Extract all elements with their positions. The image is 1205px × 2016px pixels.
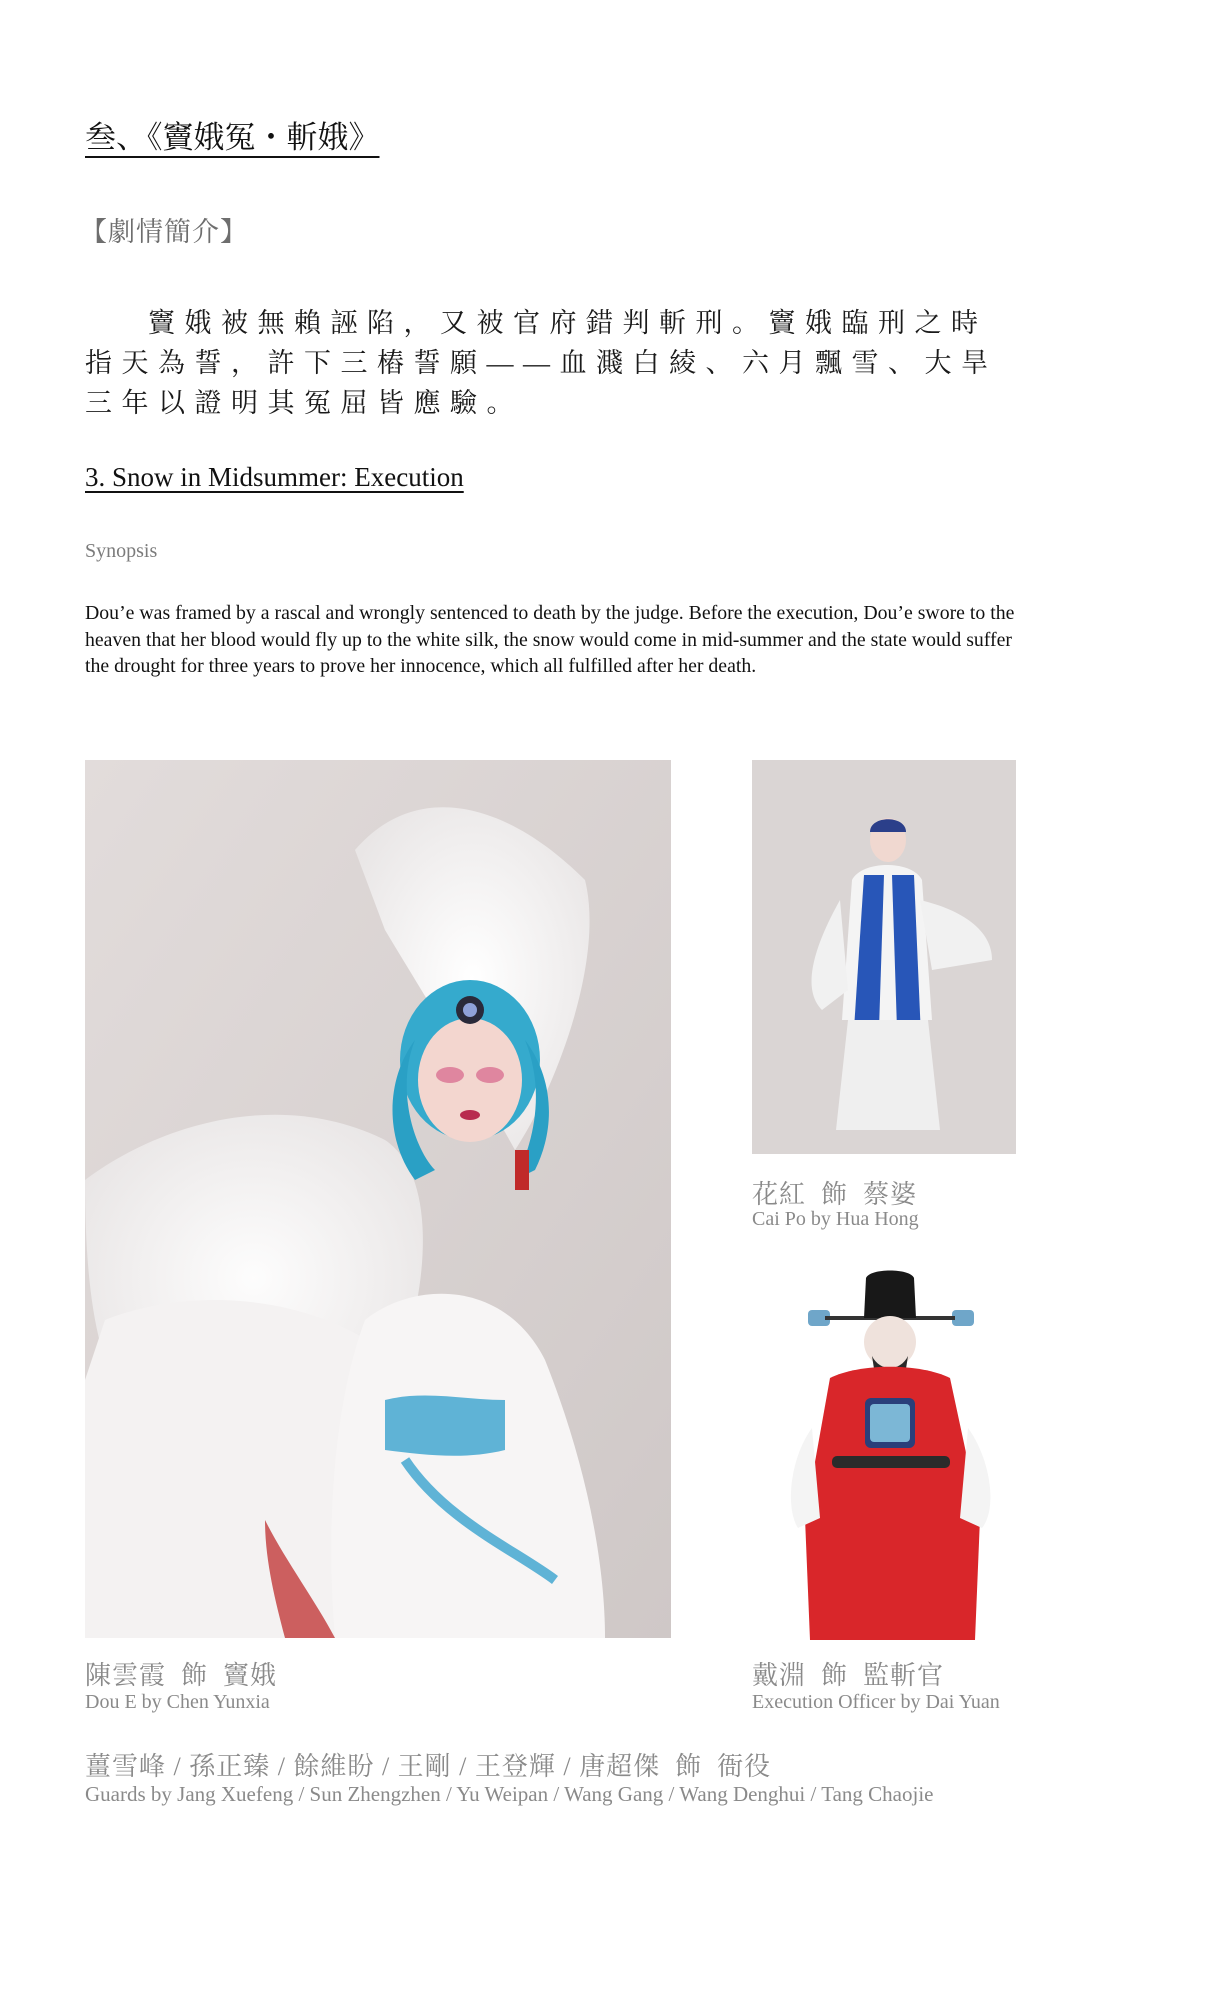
dou-e-caption-zh: 陳雲霞 飾 竇娥: [85, 1661, 278, 1690]
cai-po-caption-en: Cai Po by Hua Hong: [752, 1208, 919, 1230]
officer-caption-en: Execution Officer by Dai Yuan: [752, 1691, 1000, 1713]
dou-e-caption-en: Dou E by Chen Yunxia: [85, 1691, 270, 1713]
guards-caption-en: Guards by Jang Xuefeng / Sun Zhengzhen / Yu Weipan / Wang Gang / Wang Denghui / Tang Chaojie: [85, 1782, 934, 1806]
cai-po-caption-zh: 花紅 飾 蔡婆: [752, 1180, 918, 1209]
synopsis-text-en: Dou’e was framed by a rascal and wrongly sentenced to death by the judge. Before the execution, Dou’e swore to the heaven that her blood would fly up to the white silk, the snow would come in mid-summer and the state would suffer the drought for three years to prove her innocence, which all fulfilled after her death.: [85, 602, 1015, 677]
section-title-zh: 叁、《竇娥冤・斬娥》: [85, 120, 380, 155]
synopsis-text-zh: 竇娥被無賴誣陷，又被官府錯判斬刑。竇娥臨刑之時指天為誓，許下三樁誓願——血濺白綾、六月飄雪、大旱三年以證明其冤屈皆應驗。: [85, 308, 998, 418]
section-title-en: 3. Snow in Midsummer: Execution: [85, 462, 464, 492]
synopsis-label-zh: 【劇情簡介】: [80, 217, 248, 247]
dou-e-photo: [85, 760, 671, 1638]
officer-caption-zh: 戴淵 飾 監斬官: [752, 1661, 945, 1690]
guards-caption-zh: 薑雪峰 / 孫正臻 / 餘維盼 / 王剛 / 王登輝 / 唐超傑 飾 衙役: [85, 1752, 772, 1781]
synopsis-label-en: Synopsis: [85, 540, 158, 562]
cai-po-photo: [752, 760, 1016, 1154]
officer-photo: [770, 1268, 1010, 1640]
